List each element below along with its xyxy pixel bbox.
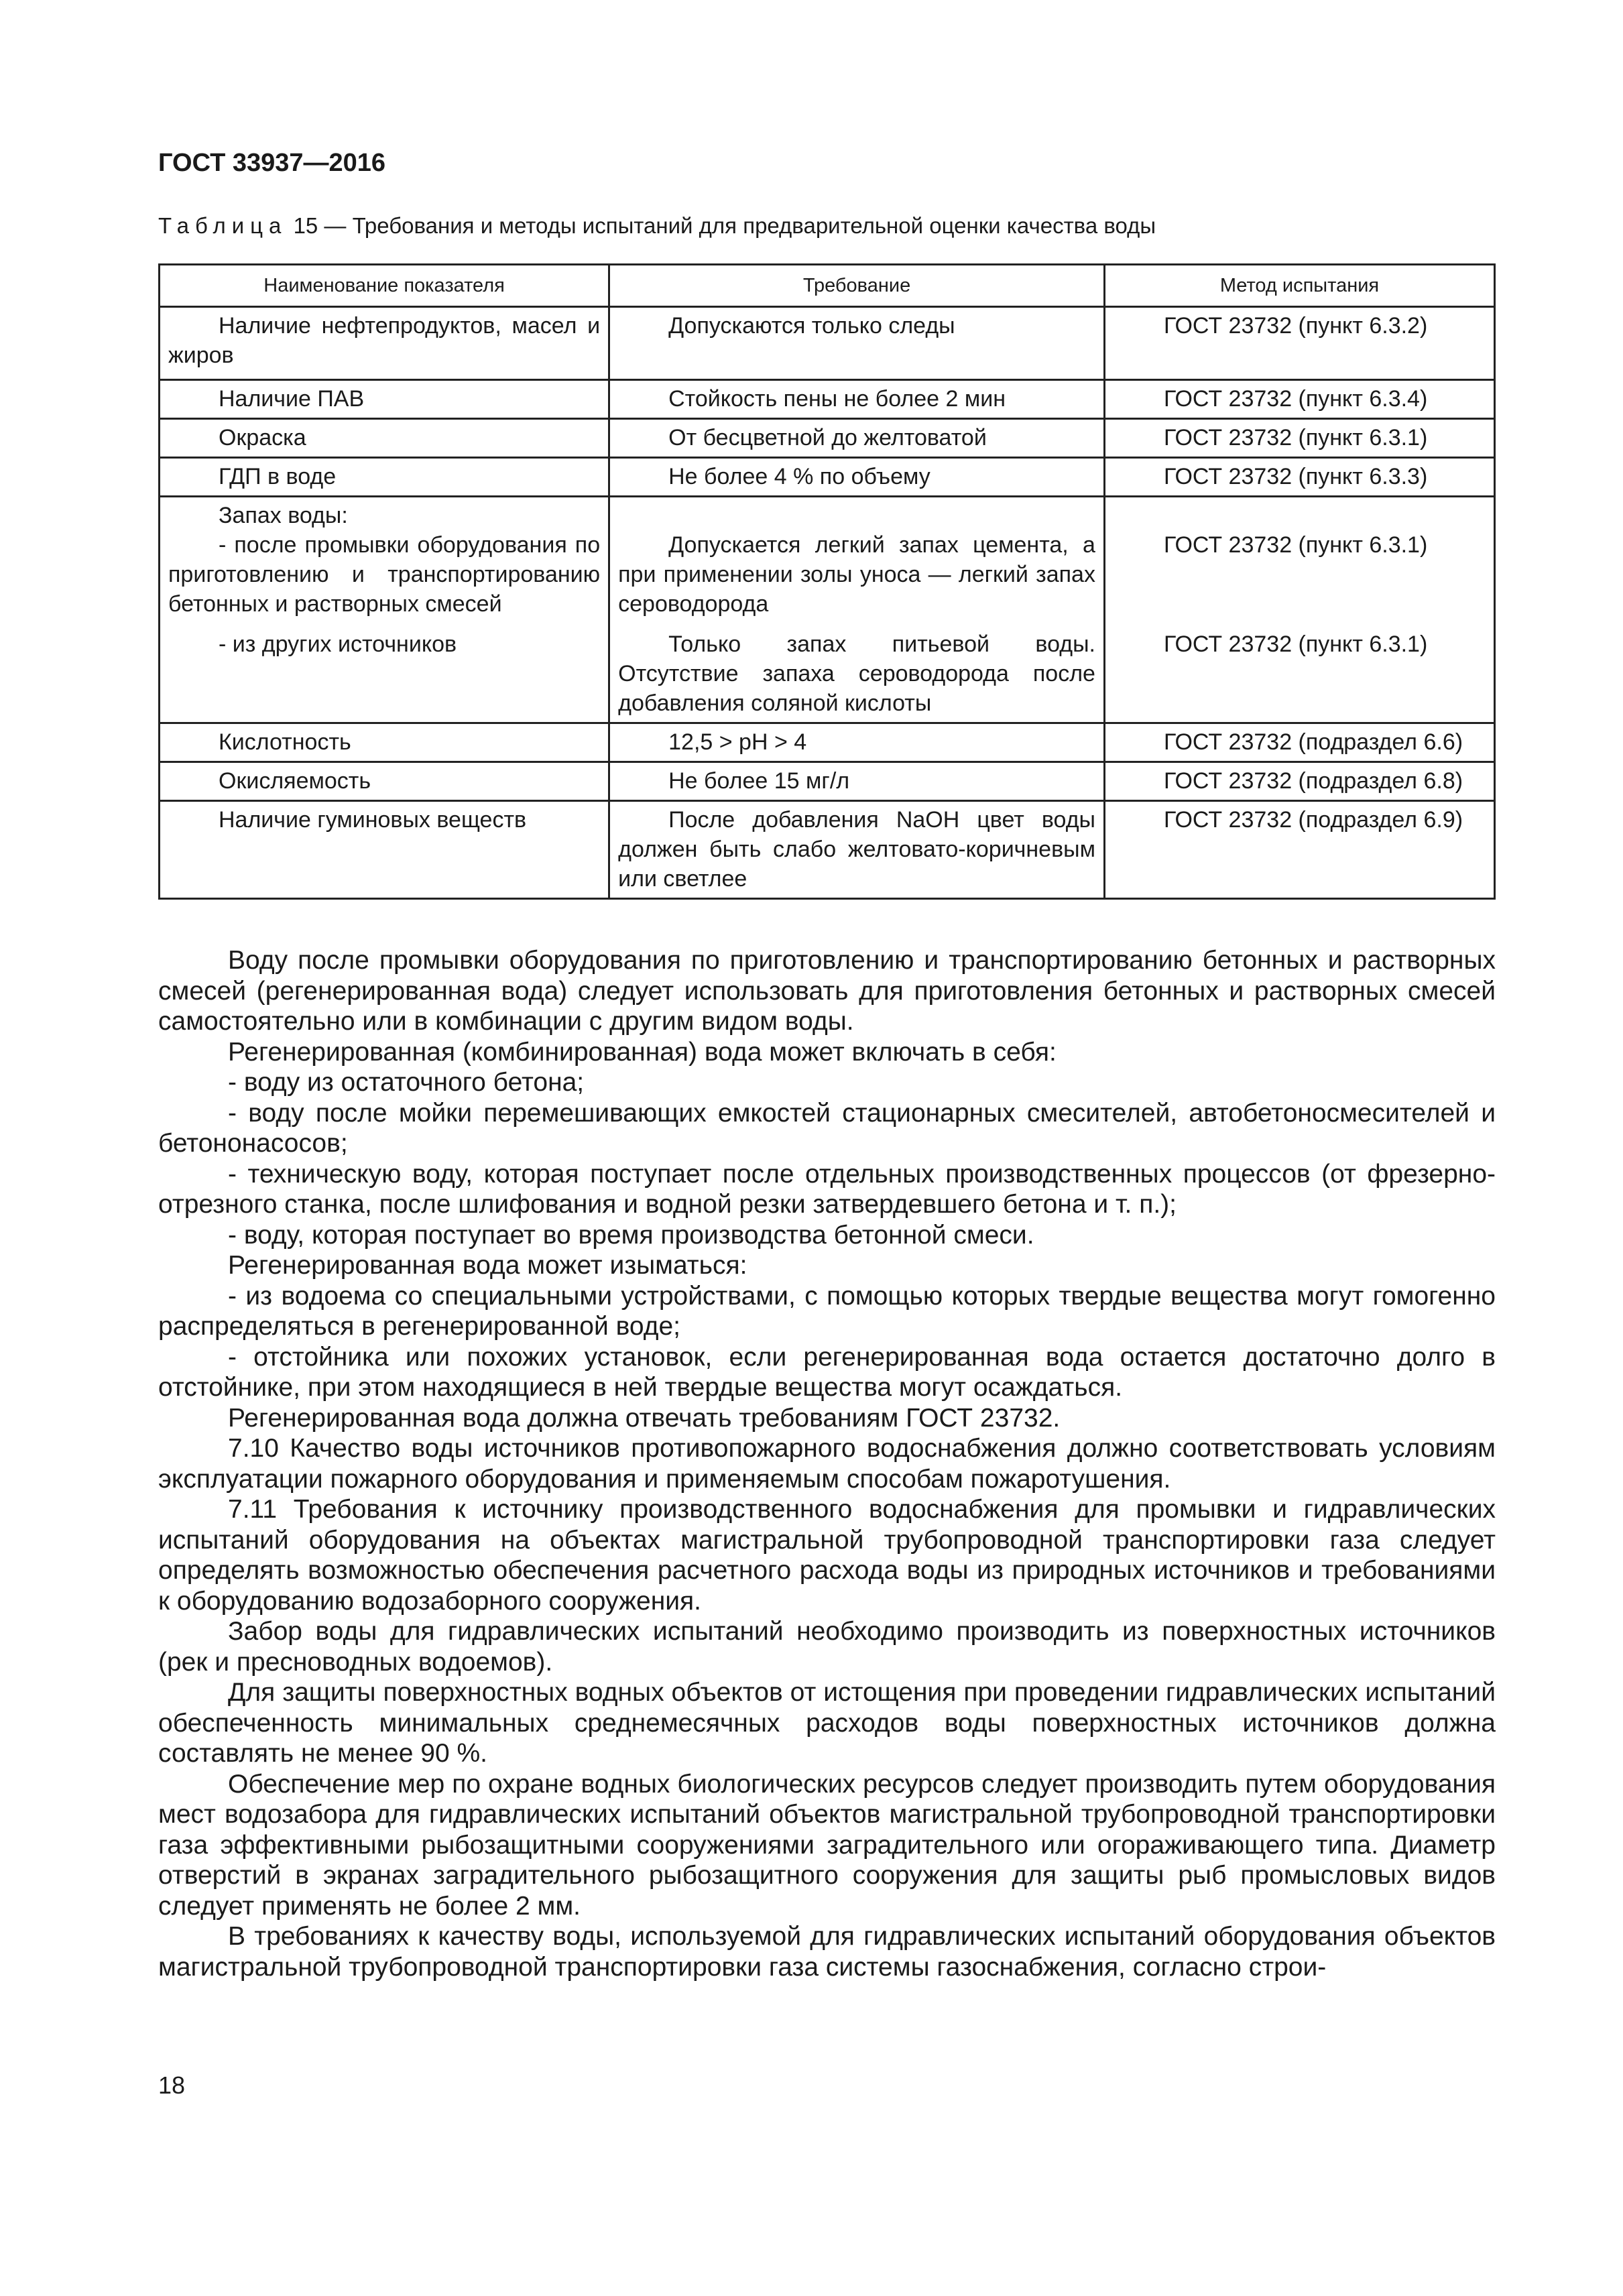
cell-requirement: Допускаются только следы bbox=[668, 313, 955, 339]
document-body bbox=[158, 945, 1496, 1982]
cell-method: ГОСТ 23732 (пункт 6.3.1) bbox=[1163, 532, 1428, 558]
paragraph: В требованиях к качеству воды, используемой для гидравлических испытаний оборудования объектов магистральной трубопроводной транспортировки газа системы газоснабжения, согласно строи- bbox=[158, 1922, 1496, 1982]
cell-method: ГОСТ 23732 (подраздел 6.8) bbox=[1163, 768, 1463, 794]
table-caption bbox=[158, 213, 1156, 239]
table-row bbox=[160, 619, 1495, 723]
table-row bbox=[160, 307, 1495, 380]
cell-name: Кислотность bbox=[219, 729, 351, 755]
cell-name-heading: Запах воды: bbox=[219, 503, 348, 528]
table-row bbox=[160, 801, 1495, 899]
paragraph: Воду после промывки оборудования по приготовлению и транспортированию бетонных и растворных смесей (регенерированная вода) следует использовать для приготовления бетонных и растворных смесей самостоятельно или в комбинации с другим видом воды. bbox=[158, 946, 1496, 1036]
cell-method: ГОСТ 23732 (пункт 6.3.4) bbox=[1163, 386, 1428, 412]
column-header: Метод испытания bbox=[1104, 265, 1494, 307]
paragraph: Регенерированная вода может изыматься: bbox=[228, 1251, 747, 1280]
requirements-table bbox=[158, 263, 1496, 900]
column-header: Наименование показателя bbox=[160, 265, 609, 307]
column-header: Требование bbox=[609, 265, 1105, 307]
document-header: ГОСТ 33937—2016 bbox=[158, 149, 386, 177]
paragraph: 7.11 Требования к источнику производственного водоснабжения для промывки и гидравлических испытаний оборудования на объектах магистральной трубопроводной транспортировки газа следует определять возможностью обеспечения расчетного расхода воды из природных источников и требованиями к оборудованию водозаборного сооружения. bbox=[158, 1495, 1496, 1616]
list-item: - из водоема со специальными устройствами, с помощью которых твердые вещества могут гомогенно распределяться в регенерированной воде; bbox=[158, 1281, 1496, 1341]
table-row bbox=[160, 458, 1495, 497]
paragraph: Обеспечение мер по охране водных биологических ресурсов следует производить путем оборудования мест водозабора для гидравлических испытаний объектов магистральной трубопроводной транспортировки газа эффективными рыбозащитными сооружениями заградительного или огораживающего типа. Диаметр отверстий в экранах заградительного рыбозащитного сооружения для защиты рыб промысловых видов следует применять не более 2 мм. bbox=[158, 1769, 1496, 1921]
list-item: - воду после мойки перемешивающих емкостей стационарных смесителей, автобетоносмесителей и бетононасосов; bbox=[158, 1098, 1496, 1158]
paragraph: Регенерированная вода должна отвечать требованиям ГОСТ 23732. bbox=[228, 1403, 1061, 1433]
cell-name: Наличие нефтепродуктов, масел и жиров bbox=[168, 313, 601, 368]
paragraph: Регенерированная (комбинированная) вода может включать в себя: bbox=[228, 1037, 1057, 1067]
cell-name: Наличие ПАВ bbox=[219, 386, 365, 412]
cell-method: ГОСТ 23732 (пункт 6.3.3) bbox=[1163, 464, 1428, 489]
cell-requirement: Только запах питьевой воды. Отсутствие запаха сероводорода после добавления соляной кислоты bbox=[618, 631, 1095, 716]
cell-requirement: Не более 4 % по объему bbox=[668, 464, 930, 489]
list-item: - воду, которая поступает во время производства бетонной смеси. bbox=[228, 1220, 1034, 1250]
cell-name: - из других источников bbox=[219, 631, 457, 657]
paragraph: 7.10 Качество воды источников противопожарного водоснабжения должно соответствовать условиям эксплуатации пожарного оборудования и применяемым способам пожаротушения. bbox=[158, 1434, 1496, 1494]
cell-requirement: Допускается легкий запах цемента, а при применении золы уноса — легкий запах сероводорода bbox=[618, 532, 1095, 617]
cell-name: - после промывки оборудования по приготовлению и транспортированию бетонных и растворных смесей bbox=[168, 532, 601, 617]
cell-requirement: Стойкость пены не более 2 мин bbox=[668, 386, 1006, 412]
cell-method: ГОСТ 23732 (пункт 6.3.1) bbox=[1163, 425, 1428, 450]
table-row bbox=[160, 762, 1495, 801]
table-header-row bbox=[160, 265, 1495, 307]
list-item: - техническую воду, которая поступает после отдельных производственных процессов (от фрезерно-отрезного станка, после шлифования и водной резки затвердевшего бетона и т. п.); bbox=[158, 1159, 1496, 1219]
cell-requirement: 12,5 > pH > 4 bbox=[668, 729, 807, 755]
cell-method: ГОСТ 23732 (подраздел 6.6) bbox=[1163, 729, 1463, 755]
table-row bbox=[160, 723, 1495, 762]
list-item: - отстойника или похожих установок, если регенерированная вода остается достаточно долго в отстойнике, при этом находящиеся в ней твердые вещества могут осаждаться. bbox=[158, 1342, 1496, 1402]
page-number: 18 bbox=[158, 2071, 186, 2099]
paragraph: Забор воды для гидравлических испытаний необходимо производить из поверхностных источников (рек и пресноводных водоемов). bbox=[158, 1617, 1496, 1677]
table-row bbox=[160, 419, 1495, 458]
cell-requirement: После добавления NaOH цвет воды должен быть слабо желтовато-коричневым или светлее bbox=[618, 807, 1095, 892]
table-row bbox=[160, 497, 1495, 619]
list-item: - воду из остаточного бетона; bbox=[228, 1068, 585, 1097]
cell-name: Наличие гуминовых веществ bbox=[219, 807, 527, 833]
paragraph: Для защиты поверхностных водных объектов от истощения при проведении гидравлических испытаний обеспеченность минимальных среднемесячных расходов воды поверхностных источников должна составлять не менее 90 %. bbox=[158, 1678, 1496, 1768]
cell-requirement: От бесцветной до желтоватой bbox=[668, 425, 987, 450]
cell-name: Окисляемость bbox=[219, 768, 371, 794]
cell-method: ГОСТ 23732 (пункт 6.3.1) bbox=[1163, 631, 1428, 657]
table-caption-word: Таблица bbox=[158, 213, 288, 238]
cell-requirement: Не более 15 мг/л bbox=[668, 768, 850, 794]
cell-method: ГОСТ 23732 (подраздел 6.9) bbox=[1163, 807, 1463, 833]
cell-name: Окраска bbox=[219, 425, 306, 450]
table-row bbox=[160, 380, 1495, 419]
cell-name: ГДП в воде bbox=[219, 464, 337, 489]
cell-method: ГОСТ 23732 (пункт 6.3.2) bbox=[1163, 313, 1428, 339]
table-caption-text: 15 — Требования и методы испытаний для предварительной оценки качества воды bbox=[293, 213, 1156, 238]
